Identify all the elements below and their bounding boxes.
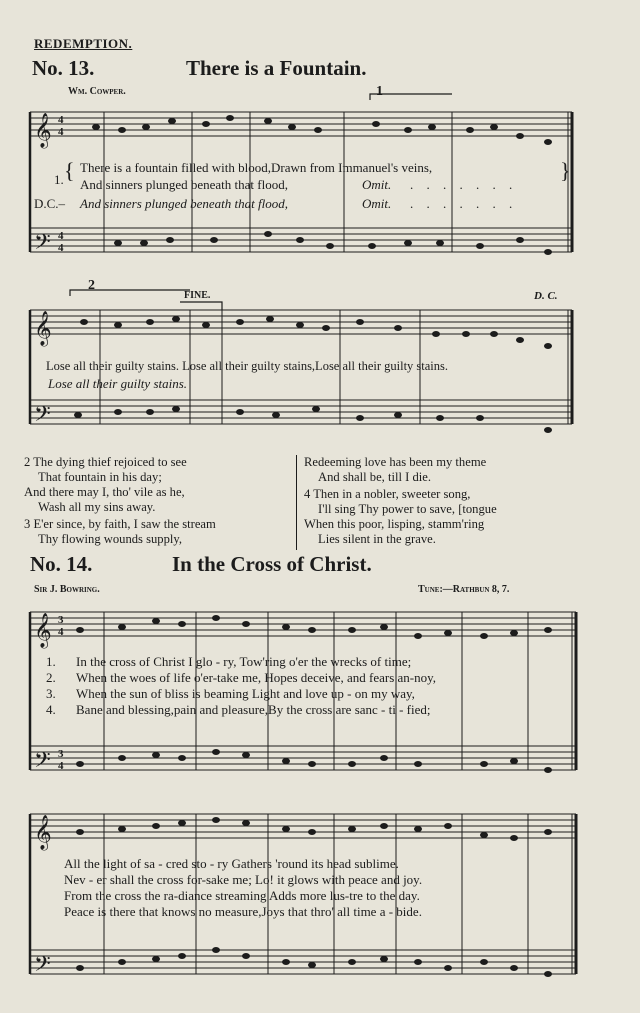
stanza-3-line-1: 3 E'er since, by faith, I saw the stream xyxy=(24,517,216,531)
stanza-2-line-2: That fountain in his day; xyxy=(38,470,162,484)
stanza-3-line-4: And shall be, till I die. xyxy=(318,470,431,484)
dc-label: D.C.– xyxy=(34,196,66,211)
hymn-13-line-2: And sinners plunged beneath that flood, xyxy=(80,177,288,192)
verse-brace-close: } xyxy=(560,158,571,183)
h14-b-text-3: From the cross the ra-diance streaming Adds more lus-tre to the day. xyxy=(64,888,420,903)
h14-b-text-4: Peace is there that knows no measure,Joys that thro' all time a - bide. xyxy=(64,904,422,919)
dc-line: And sinners plunged beneath that flood, xyxy=(80,196,288,211)
svg-text:4: 4 xyxy=(58,760,64,772)
ending-2-marker: 2 xyxy=(88,278,95,293)
hymn-13-line-3: Lose all their guilty stains. Lose all their guilty stains,Lose all their guilty stains. xyxy=(46,359,449,373)
svg-text:4: 4 xyxy=(58,126,64,138)
hymn-13-line-2-omit: Omit. xyxy=(362,177,392,192)
staff-lines-13-1-treble xyxy=(30,112,572,136)
hymn-14-author: Sir J. Bowring. xyxy=(34,584,100,595)
h14-a-num-2: 2. xyxy=(46,670,56,685)
svg-text:3: 3 xyxy=(58,748,64,760)
stanza-divider xyxy=(296,455,297,550)
svg-text:𝄢: 𝄢 xyxy=(34,748,51,778)
svg-text:𝄢: 𝄢 xyxy=(34,402,51,432)
verse-brace-open: { xyxy=(64,158,75,183)
h14-a-num-1: 1. xyxy=(46,654,56,669)
svg-text:4: 4 xyxy=(58,114,64,126)
stanza-4-line-4: Lies silent in the grave. xyxy=(318,532,436,546)
h14-b-text-1: All the light of sa - cred sto - ry Gathers 'round its head sublime. xyxy=(64,856,399,871)
hymn-13-line-1: There is a fountain filled with blood,Drawn from Immanuel's veins, xyxy=(80,160,433,175)
svg-text:3: 3 xyxy=(58,614,64,626)
dc-marker: D. C. xyxy=(534,290,558,302)
page-header: REDEMPTION. xyxy=(34,36,133,51)
svg-text:𝄞: 𝄞 xyxy=(34,613,52,648)
h14-a-text-2: When the woes of life o'er-take me, Hopes deceive, and fears an-noy, xyxy=(76,670,437,685)
h14-a-text-3: When the sun of bliss is beaming Light and love up - on my way, xyxy=(76,686,415,701)
h14-a-text-4: Bane and blessing,pain and pleasure,By the cross are sanc - ti - fied; xyxy=(76,702,431,717)
verse-1-number: 1. xyxy=(54,172,64,187)
dc-omit: Omit. xyxy=(362,196,392,211)
h14-a-text-1: In the cross of Christ I glo - ry, Tow'ring o'er the wrecks of time; xyxy=(76,654,412,669)
svg-text:𝄞: 𝄞 xyxy=(34,113,52,148)
svg-text:4: 4 xyxy=(58,242,64,254)
hymn-13-author: Wm. Cowper. xyxy=(68,86,126,97)
stanza-4-line-1: 4 Then in a nobler, sweeter song, xyxy=(304,487,471,501)
svg-text:4: 4 xyxy=(58,626,64,638)
hymn-14-number: No. 14. xyxy=(30,552,93,576)
svg-text:𝄞: 𝄞 xyxy=(34,311,52,346)
stanza-4-line-3: When this poor, lisping, stamm'ring xyxy=(304,517,485,531)
stanza-4-line-2: I'll sing Thy power to save, [tongue xyxy=(318,502,497,516)
stanza-2-line-4: Wash all my sins away. xyxy=(38,500,156,514)
stanza-3-line-3: Redeeming love has been my theme xyxy=(304,455,487,469)
fine-marker: FINE. xyxy=(184,290,211,301)
svg-text:𝄢: 𝄢 xyxy=(34,230,51,260)
stanza-2-line-3: And there may I, tho' vile as he, xyxy=(24,485,185,499)
h14-a-num-3: 3. xyxy=(46,686,56,701)
svg-text:4: 4 xyxy=(58,230,64,242)
hymn-13-line-3-alt: Lose all their guilty stains. xyxy=(48,376,188,391)
stanza-3-line-2: Thy flowing wounds supply, xyxy=(38,532,183,546)
hymn-13-number: No. 13. xyxy=(32,56,95,80)
hymn-14-title: In the Cross of Christ. xyxy=(172,552,372,576)
h14-a-num-4: 4. xyxy=(46,702,56,717)
svg-text:𝄢: 𝄢 xyxy=(34,952,51,982)
hymn-14-tune: Tune:—Rathbun 8, 7. xyxy=(418,584,510,595)
ending-1-marker: 1 xyxy=(376,84,383,99)
stanza-2-line-1: 2 The dying thief rejoiced to see xyxy=(24,455,187,469)
dotted-leader-2: . . . . . . . xyxy=(410,196,518,211)
h14-b-text-2: Nev - er shall the cross for-sake me; Lo! it glows with peace and joy. xyxy=(64,872,423,887)
hymn-13-title: There is a Fountain. xyxy=(186,56,367,80)
svg-text:𝄞: 𝄞 xyxy=(34,815,52,850)
dotted-leader: . . . . . . . xyxy=(410,177,518,192)
